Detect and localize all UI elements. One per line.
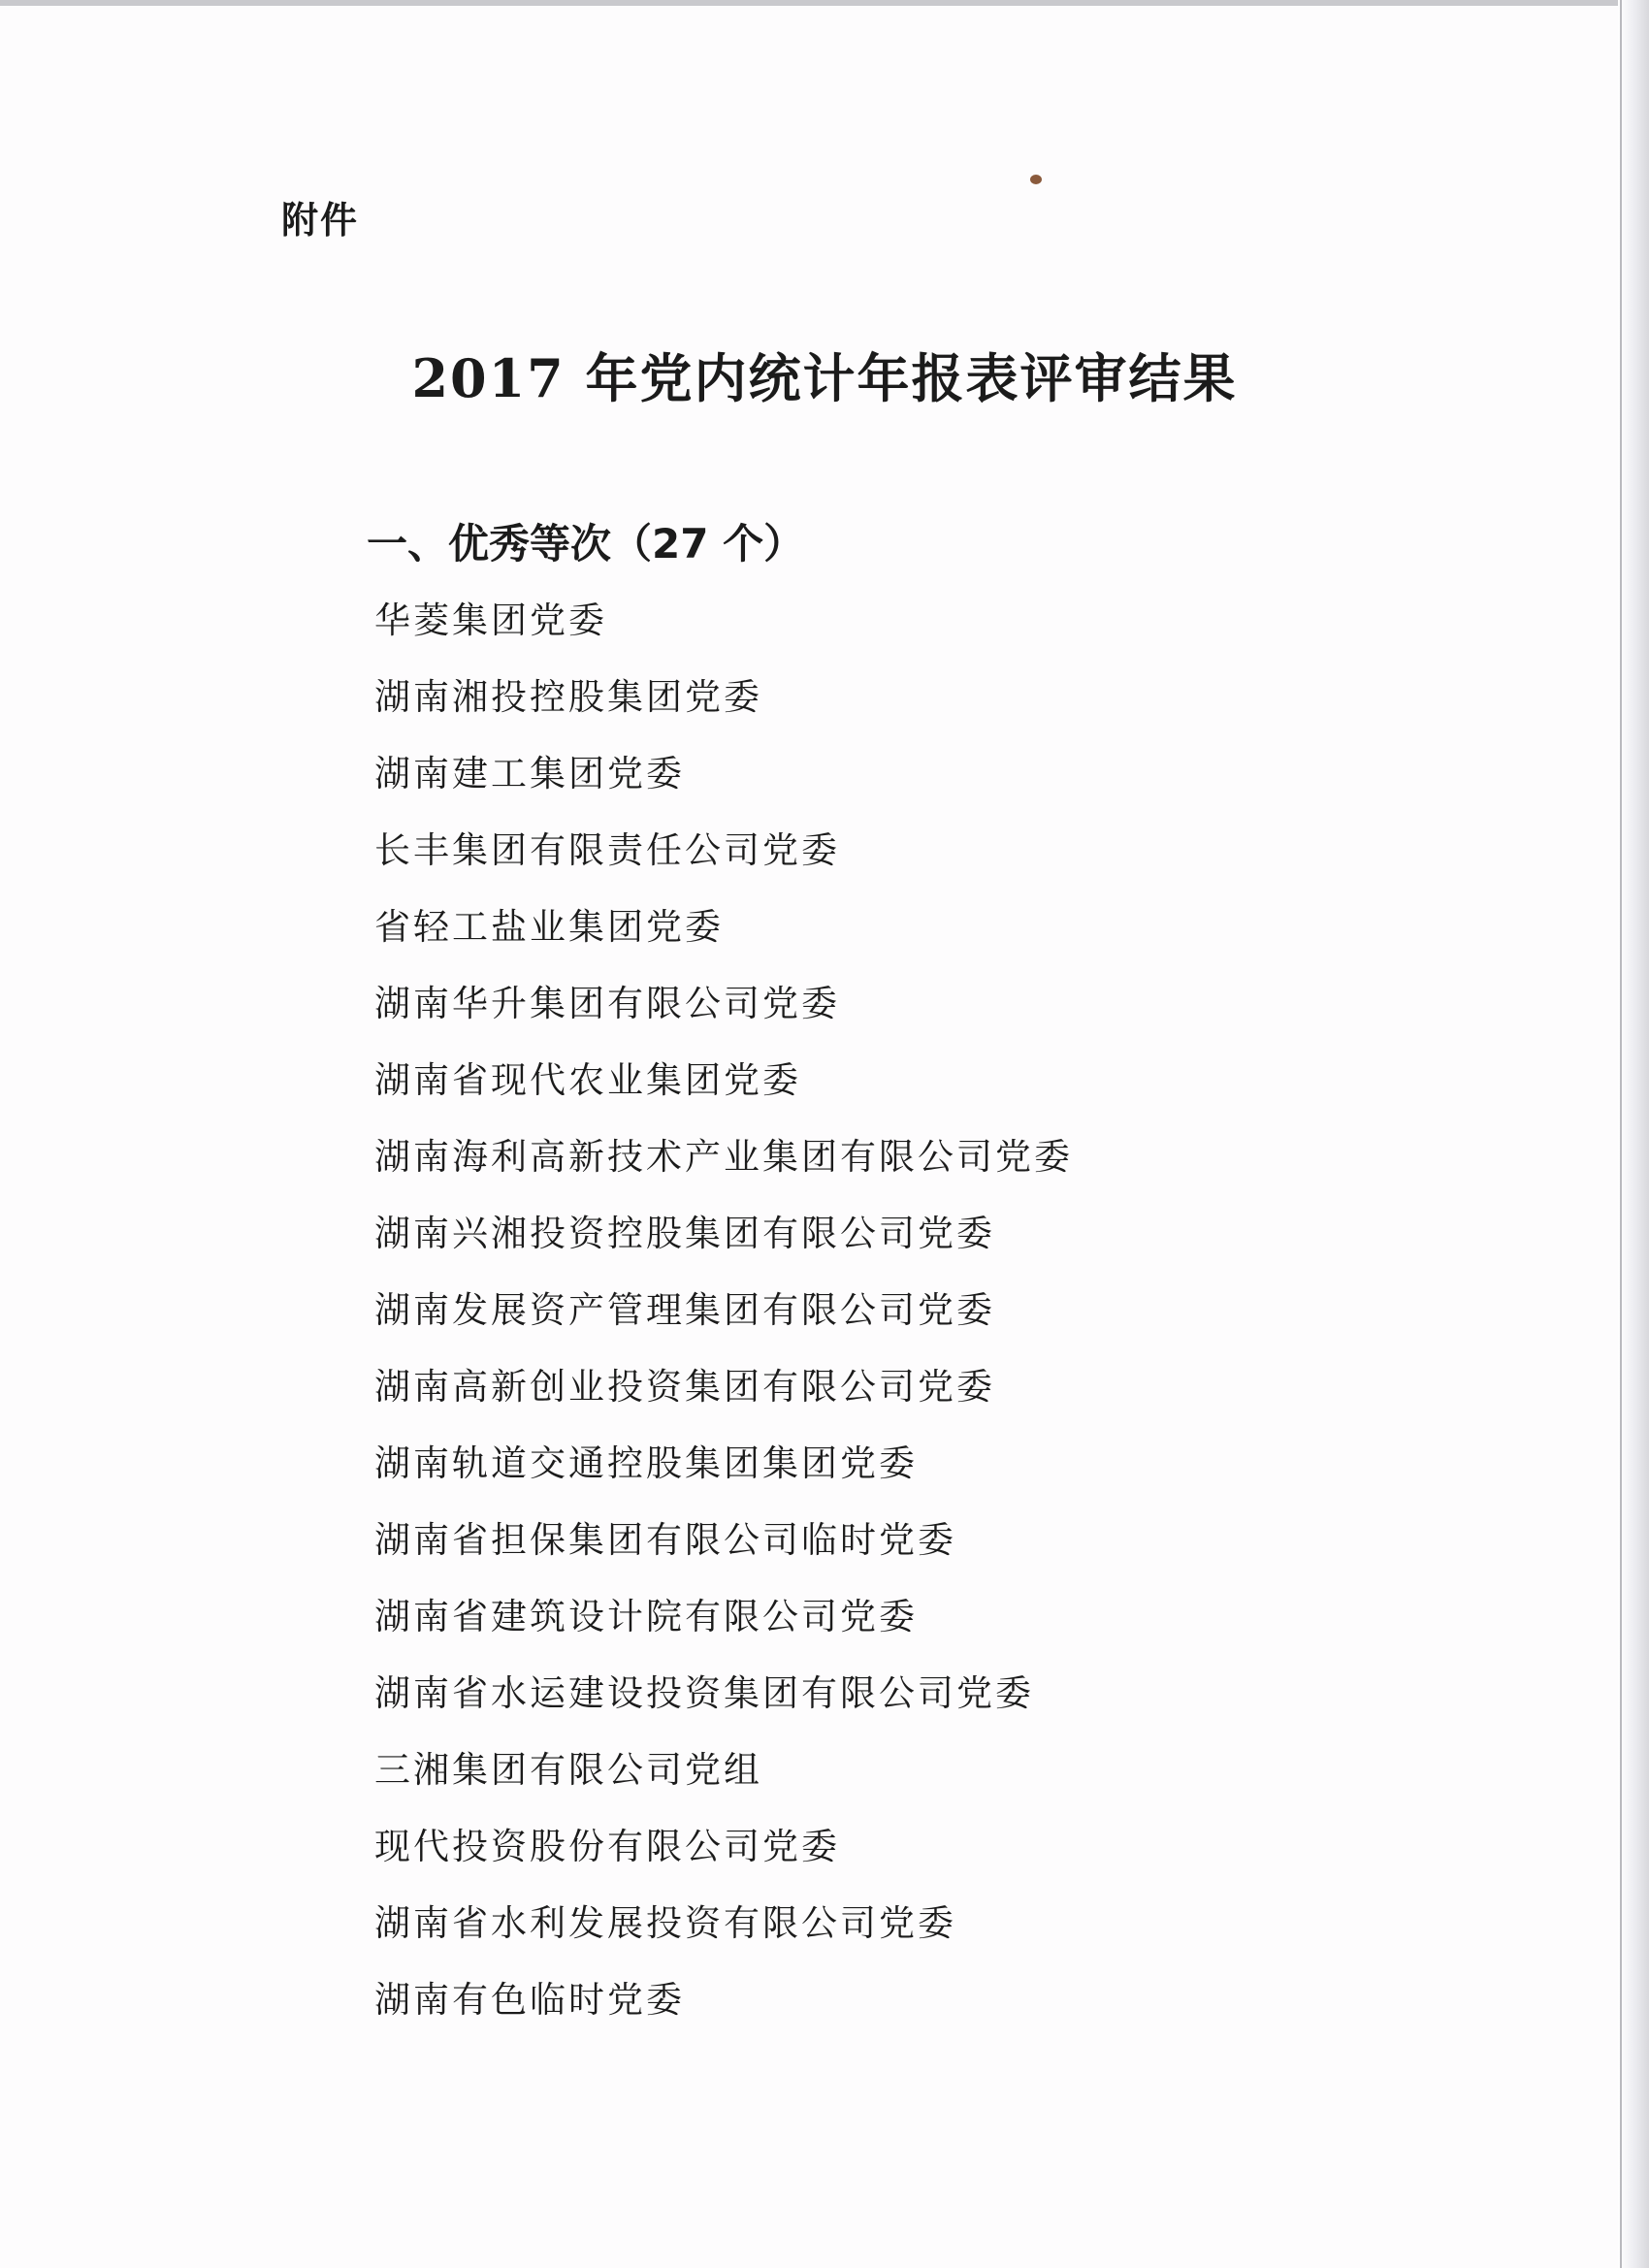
organization-item: 湖南省现代农业集团党委 xyxy=(374,1059,801,1101)
organization-item: 现代投资股份有限公司党委 xyxy=(374,1826,840,1867)
organization-item: 湖南轨道交通控股集团集团党委 xyxy=(374,1442,918,1484)
organization-item: 湖南海利高新技术产业集团有限公司党委 xyxy=(374,1136,1073,1178)
organization-item: 湖南省水运建设投资集团有限公司党委 xyxy=(374,1672,1034,1714)
organization-item: 三湘集团有限公司党组 xyxy=(374,1749,762,1791)
organization-item: 湖南兴湘投资控股集团有限公司党委 xyxy=(374,1213,995,1254)
organization-item: 湖南省水利发展投资有限公司党委 xyxy=(374,1902,956,1944)
organization-item: 长丰集团有限责任公司党委 xyxy=(374,829,840,871)
scan-speck xyxy=(1030,175,1042,184)
organization-item: 湖南湘投控股集团党委 xyxy=(374,676,762,718)
organization-item: 湖南华升集团有限公司党委 xyxy=(374,983,840,1024)
organization-item: 湖南省担保集团有限公司临时党委 xyxy=(374,1519,956,1561)
organization-item: 华菱集团党委 xyxy=(374,599,607,641)
organization-item: 湖南有色临时党委 xyxy=(374,1979,685,2021)
organization-item: 省轻工盐业集团党委 xyxy=(374,906,724,948)
attachment-label: 附件 xyxy=(281,199,360,242)
organization-item: 湖南省建筑设计院有限公司党委 xyxy=(374,1596,918,1637)
scan-top-edge xyxy=(0,0,1649,6)
organization-item: 湖南发展资产管理集团有限公司党委 xyxy=(374,1289,995,1331)
organization-item: 湖南建工集团党委 xyxy=(374,753,685,794)
organization-item: 湖南高新创业投资集团有限公司党委 xyxy=(374,1366,995,1408)
section-heading-excellent: 一、优秀等次（27 个） xyxy=(367,520,805,567)
document-title: 2017 年党内统计年报表评审结果 xyxy=(411,347,1238,409)
organization-list xyxy=(374,582,1073,2038)
